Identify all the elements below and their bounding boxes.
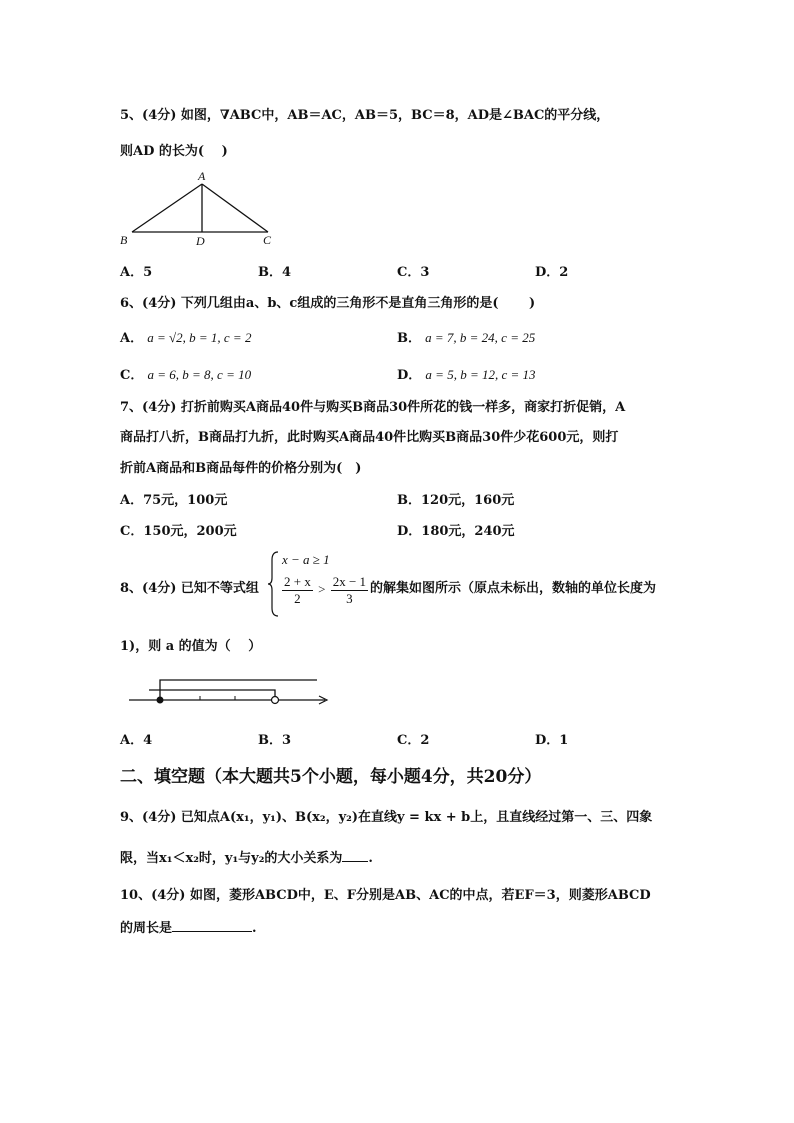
q7-line2: 商品打八折，B商品打九折，此时购买A商品40件比购买B商品30件少花600元，则打: [120, 430, 619, 445]
q10-line2-text: 的周长是: [120, 921, 173, 936]
q10-line2: [120, 917, 257, 936]
q8-inequality-1: x − a ≥ 1: [282, 552, 330, 567]
q5-triangle-figure: [110, 168, 290, 250]
q5-line1: 5、(4分) 如图，∇ABC中，AB＝AC，AB＝5，BC＝8，AD是∠BAC的平分线，: [120, 108, 610, 123]
q10-answer-blank[interactable]: [172, 931, 252, 932]
q5-option-a: A．5: [120, 265, 153, 280]
q7-option-c: C．150元，200元: [120, 524, 237, 539]
closed-endpoint: [157, 697, 164, 704]
q5-option-b: B．4: [258, 265, 292, 280]
q7-line3: 折前A商品和B商品每件的价格分别为( ): [120, 461, 362, 476]
q9-line2-text: 限，当x₁＜x₂时，y₁与y₂的大小关系为: [120, 851, 343, 866]
q5-line2: 则AD 的长为( ): [120, 144, 228, 159]
edge-ac: [202, 184, 268, 232]
q6-option-b: [397, 327, 535, 346]
q8-line2: 1)，则 a 的值为（ ）: [120, 639, 262, 654]
q10-line1: 10、(4分) 如图，菱形ABCD中，E、F分别是AB、AC的中点，若EF＝3，则菱形ABCD: [120, 888, 651, 903]
q9-line2: [120, 847, 373, 866]
q8-fraction-2-denominator: 3: [346, 591, 353, 606]
q6-option-d: [397, 364, 536, 383]
q8-prefix: 8、(4分) 已知不等式组: [120, 581, 259, 596]
q6-stem: 6、(4分) 下列几组由a、b、c组成的三角形不是直角三角形的是( ): [120, 296, 536, 311]
q9-answer-blank[interactable]: [342, 861, 368, 862]
q8-option-a: A．4: [120, 733, 153, 748]
q6-option-c-label: C．: [120, 368, 144, 383]
solution-ray-2: [149, 690, 275, 700]
open-endpoint: [272, 697, 279, 704]
q6-option-c: [120, 364, 251, 383]
q9-line1: 9、(4分) 已知点A(x₁，y₁)、B(x₂，y₂)在直线y = kx + b上，且直线经过第一、三、四象: [120, 810, 653, 825]
q8-system-brace: [268, 550, 280, 618]
q10-line2-end: .: [252, 921, 257, 936]
vertex-d-label: D: [196, 234, 205, 248]
q7-option-d: D．180元，240元: [397, 524, 515, 539]
q8-option-b: B．3: [258, 733, 292, 748]
q6-option-b-label: B．: [397, 331, 421, 346]
q8-fraction-1: [282, 574, 313, 607]
q8-inequality-2: [280, 574, 370, 607]
q8-option-d: D．1: [535, 733, 569, 748]
q9-line2-end: .: [368, 851, 373, 866]
q6-option-d-label: D．: [397, 368, 422, 383]
vertex-c-label: C: [263, 233, 272, 247]
q8-fraction-2: [331, 574, 368, 607]
q8-fraction-1-numerator: 2 + x: [284, 574, 311, 589]
q5-option-c: C．3: [397, 265, 430, 280]
q6-option-c-text: a = 6, b = 8, c = 10: [147, 367, 252, 382]
vertex-b-label: B: [120, 233, 128, 247]
q8-suffix: 的解集如图所示（原点未标出，数轴的单位长度为: [370, 581, 657, 596]
q6-option-a-text: a = √2, b = 1, c = 2: [147, 330, 252, 345]
q5-option-d: D．2: [535, 265, 569, 280]
section-2-title: 二、填空题（本大题共5个小题，每小题4分，共20分）: [120, 767, 542, 787]
q6-option-d-text: a = 5, b = 12, c = 13: [425, 367, 536, 382]
edge-ab: [132, 184, 202, 232]
q8-fraction-1-denominator: 2: [294, 591, 301, 606]
q6-option-a-label: A．: [120, 331, 144, 346]
q8-number-line: [125, 670, 335, 715]
q6-option-a: [120, 327, 251, 346]
q7-option-b: B．120元，160元: [397, 493, 515, 508]
q7-line1: 7、(4分) 打折前购买A商品40件与购买B商品30件所花的钱一样多，商家打折促销，A: [120, 400, 626, 415]
q8-option-c: C．2: [397, 733, 430, 748]
q8-fraction-2-numerator: 2x − 1: [332, 574, 367, 589]
q7-option-a: A．75元，100元: [120, 493, 228, 508]
q8-greater-than: >: [318, 581, 326, 597]
vertex-a-label: A: [198, 169, 206, 183]
q6-option-b-text: a = 7, b = 24, c = 25: [425, 330, 536, 345]
